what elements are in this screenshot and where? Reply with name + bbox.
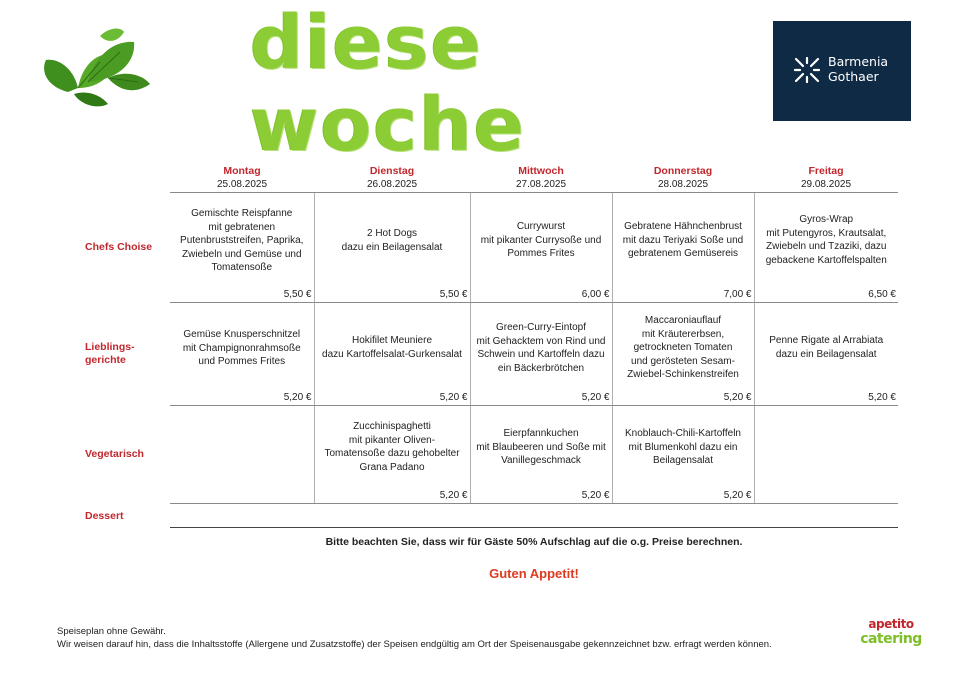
table-bottom-divider [170, 527, 898, 528]
brand-line-1: Barmenia [828, 54, 889, 69]
brand-name [828, 54, 888, 84]
date-tuesday: 26.08.2025 [314, 178, 470, 193]
dish-text: Currywurst mit pikanter Currysoße und Pommes Frites [480, 221, 602, 259]
logo-line-1: apetito [868, 617, 914, 631]
menu-cell [754, 406, 898, 504]
menu-cell [612, 193, 754, 303]
price: 5,20 € [581, 391, 610, 403]
date-wednesday: 27.08.2025 [470, 178, 612, 193]
menu-cell [612, 303, 754, 406]
dish-text: Maccaroniauflauf mit Kräutererbsen, getrockneten Tomaten und gerösteten Sesam- Zwiebel-Schinkenstreifen [627, 315, 739, 380]
dish-text: Gebratene Hähnchenbrust mit dazu Teriyaki Soße und gebratenem Gemüsereis [622, 221, 744, 259]
logo-line-2: catering [860, 631, 922, 647]
price: 5,20 € [439, 391, 468, 403]
category-label: Lieblings- gerichte [85, 340, 135, 366]
menu-row-vegetarisch [80, 406, 898, 504]
weekly-menu-table [80, 160, 898, 530]
price: 6,50 € [868, 288, 896, 300]
price: 5,20 € [723, 391, 752, 403]
menu-cell [170, 504, 314, 530]
dish-text: Gyros-Wrap mit Putengyros, Krautsalat, Zwiebeln und Tzaziki, dazu gebackene Kartoffelspalten [765, 214, 887, 266]
dish-text: Zucchinispaghetti mit pikanter Oliven- Tomatensoße dazu gehobelter Grana Padano [324, 421, 460, 473]
menu-cell [754, 504, 898, 530]
footer-line-1: Speiseplan ohne Gewähr. [57, 626, 166, 637]
price: 6,00 € [581, 288, 610, 300]
price: 5,20 € [439, 489, 468, 501]
apetito-catering-logo [853, 617, 929, 647]
category-label: Dessert [85, 509, 124, 522]
dish-text: 2 Hot Dogs dazu ein Beilagensalat [341, 228, 443, 253]
footer-disclaimer [57, 625, 772, 651]
price: 5,20 € [723, 489, 752, 501]
corner-cell [80, 178, 170, 193]
menu-cell [612, 504, 754, 530]
dish-text: Gemüse Knusperschnitzel mit Champignonrahmsoße und Pommes Frites [182, 329, 301, 367]
menu-row-chefs-choise [80, 193, 898, 303]
price: 5,50 € [283, 288, 312, 300]
dish-text: Green-Curry-Eintopf mit Gehacktem von Rind und Schwein und Kartoffeln dazu ein Bäckerbrötchen [476, 322, 606, 374]
menu-cell [470, 193, 612, 303]
dish-text: Hokifilet Meuniere dazu Kartoffelsalat-Gurkensalat [322, 335, 462, 360]
menu-cell [612, 406, 754, 504]
price: 5,20 € [581, 489, 610, 501]
surcharge-notice: Bitte beachten Sie, dass wir für Gäste 50% Aufschlag auf die o.g. Preise berechnen. [325, 536, 743, 548]
menu-row-dessert [80, 504, 898, 530]
menu-cell [314, 406, 470, 504]
dish-text: Penne Rigate al Arrabiata dazu ein Beilagensalat [769, 335, 884, 360]
menu-cell [170, 406, 314, 504]
date-row [80, 178, 898, 193]
day-name-thursday: Donnerstag [653, 164, 713, 177]
corner-cell [80, 160, 170, 178]
price: 5,20 € [283, 391, 312, 403]
day-header-row [80, 160, 898, 178]
menu-cell [470, 504, 612, 530]
menu-cell [470, 406, 612, 504]
price: 5,50 € [439, 288, 468, 300]
greeting-text: Guten Appetit! [489, 566, 579, 581]
menu-cell [754, 303, 898, 406]
dish-text: Eierpfannkuchen mit Blaubeeren und Soße mit Vanillegeschmack [476, 428, 606, 466]
price: 7,00 € [723, 288, 752, 300]
barmenia-gothaer-logo [773, 21, 911, 121]
dish-text: Gemischte Reispfanne mit gebratenen Putenbruststreifen, Paprika, Zwiebeln und Gemüse und Tomatensoße [180, 208, 304, 273]
footer-line-2: Wir weisen darauf hin, dass die Inhaltsstoffe (Allergene und Zusatzstoffe) der Speisen endgültig am Ort der Speisenausgabe gekennzeichnet bzw. erfragt werden können. [57, 639, 772, 650]
day-name-tuesday: Dienstag [369, 164, 415, 177]
date-monday: 25.08.2025 [170, 178, 314, 193]
headline-title: diese woche [250, 0, 526, 168]
dish-text: Knoblauch-Chili-Kartoffeln mit Blumenkohl dazu ein Beilagensalat [625, 428, 741, 466]
category-label: Chefs Choise [85, 240, 153, 253]
category-label: Vegetarisch [85, 447, 144, 460]
menu-row-lieblingsgerichte [80, 303, 898, 406]
menu-cell [314, 303, 470, 406]
day-name-wednesday: Mittwoch [518, 164, 564, 177]
basil-leaves-image [38, 22, 154, 114]
price: 5,20 € [868, 391, 896, 403]
menu-cell [170, 193, 314, 303]
day-name-monday: Montag [223, 164, 261, 177]
menu-cell [754, 193, 898, 303]
brand-star-icon [793, 56, 821, 84]
brand-line-2: Gothaer [828, 69, 879, 84]
date-friday: 29.08.2025 [754, 178, 898, 193]
menu-cell [314, 193, 470, 303]
date-thursday: 28.08.2025 [612, 178, 754, 193]
day-name-friday: Freitag [808, 164, 844, 177]
menu-cell [170, 303, 314, 406]
menu-cell [314, 504, 470, 530]
menu-cell [470, 303, 612, 406]
